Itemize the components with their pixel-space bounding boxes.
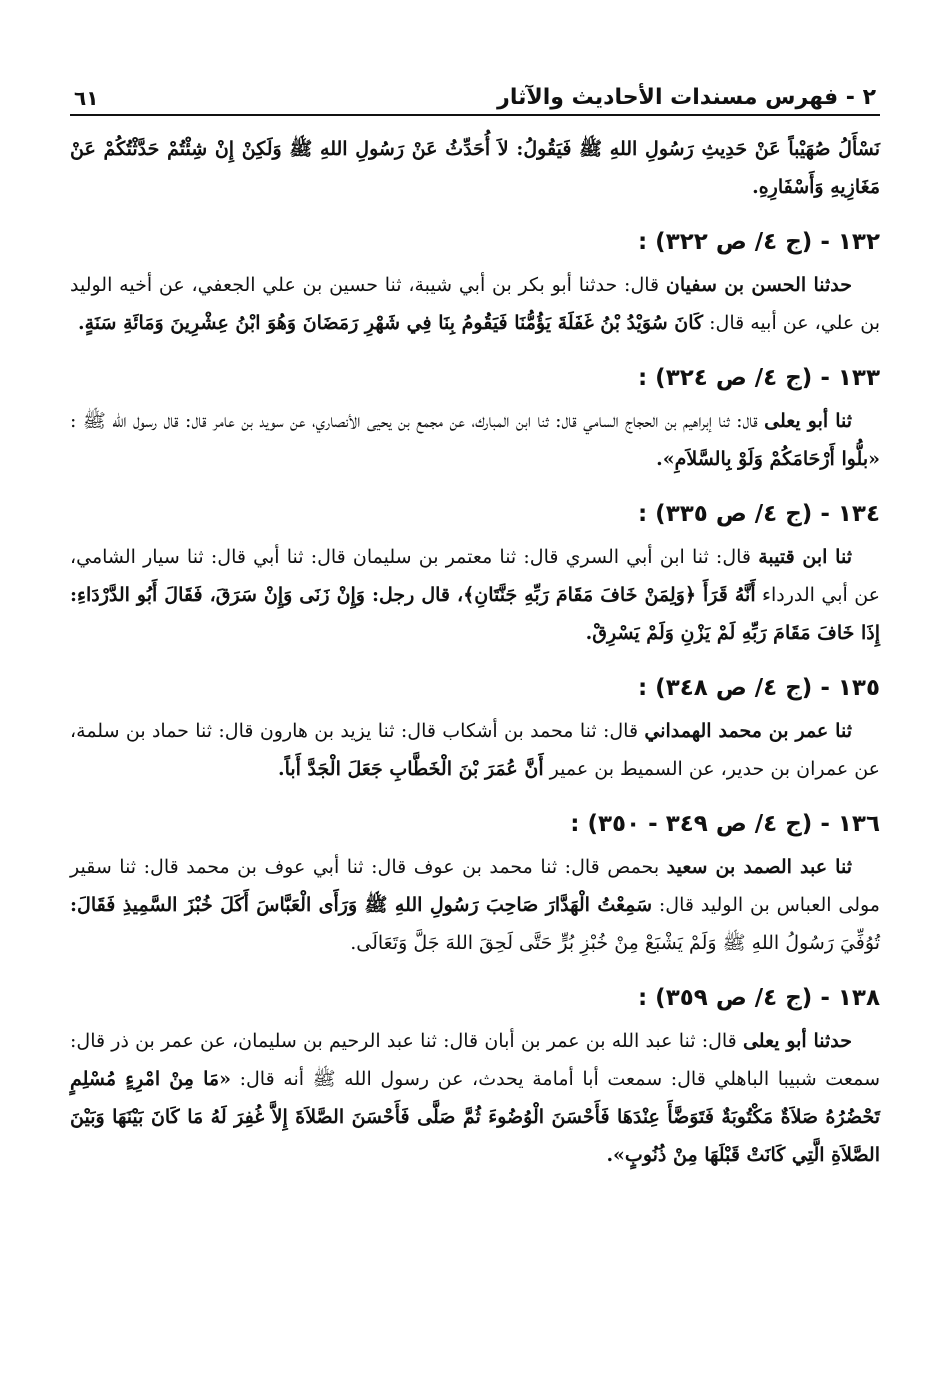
entry-narrator: ثنا عبد الصمد بن سعيد <box>666 856 852 878</box>
entry-heading: ١٣٤ - (ج ٤/ ص ٣٣٥) : <box>637 501 880 527</box>
entry-matn: أَنَّ عُمَرَ بْنَ الْخَطَّابِ جَعَلَ الْجَدَّ أَباً. <box>277 758 544 780</box>
entry-text <box>70 538 880 652</box>
entry-heading: ١٣٥ - (ج ٤/ ص ٣٤٨) : <box>637 675 880 701</box>
entry-tail: تُوُفِّيَ رَسُولُ اللهِ ﷺ وَلَمْ يَشْبَعْ مِنْ خُبْزِ بُرٍّ حَتَّى لَحِقَ اللهَ جَلَّ وَتَعَالَى. <box>350 932 880 954</box>
entry-heading: ١٣٢ - (ج ٤/ ص ٣٢٢) : <box>637 229 880 255</box>
entry-heading: ١٣٣ - (ج ٤/ ص ٣٢٤) : <box>637 365 880 391</box>
entry-chain: بحمص قال: ثنا محمد بن عوف قال: ثنا أبي عوف بن محمد قال: ثنا سقير مولى العباس بن الوليد قال: <box>70 856 880 916</box>
entry-text <box>70 1022 880 1174</box>
entry-chain: قال: ثنا إبراهيم بن الحجاج السامي قال: ثنا ابن المبارك، عن مجمع بن يحيى الأنصاري، عن سويد بن عامر قال: قال رسول الله ﷺ : <box>70 410 765 432</box>
entry-narrator: ثنا أبو يعلى <box>764 410 852 432</box>
entry-text <box>70 266 880 342</box>
entry-matn: كَانَ سُوَيْدُ بْنُ غَفَلَةَ يَؤُمُّنَا فَيَقُومُ بِنَا فِي شَهْرِ رَمَضَانَ وَهُوَ ابْنُ عِشْرِينَ وَمَائَةِ سَنَةٍ. <box>78 312 704 334</box>
entry-text <box>70 402 880 478</box>
document-page <box>70 70 880 1174</box>
entry-chain: قال: ثنا ابن أبي السري قال: ثنا معتمر بن سليمان قال: ثنا أبي قال: ثنا سيار الشامي، عن أبي الدرداء <box>70 546 880 606</box>
page-header <box>70 70 880 116</box>
entry-136 <box>70 806 880 962</box>
page-content <box>70 130 880 1174</box>
entry-heading: ١٣٦ - (ج ٤/ ص ٣٤٩ - ٣٥٠) : <box>570 811 880 837</box>
entry-narrator: حدثنا الحسن بن سفيان <box>665 274 852 296</box>
entry-narrator: حدثنا أبو يعلى <box>742 1030 852 1052</box>
entry-138 <box>70 980 880 1174</box>
entry-narrator: ثنا ابن قتيبة <box>758 546 852 568</box>
entry-chain: قال: ثنا محمد بن أشكاب قال: ثنا يزيد بن هارون قال: ثنا حماد بن سلمة، عن عمران بن حدير، عن السميط بن عمير <box>70 720 880 780</box>
entry-matn: «بلُّوا أَرْحَامَكُمْ وَلَوْ بِالسَّلاَمِ». <box>656 448 880 470</box>
entry-133 <box>70 360 880 478</box>
entry-matn: سَمِعْتُ الْهَدَّارَ صَاحِبَ رَسُولِ اللهِ ﷺ وَرَأَى الْعَبَّاسَ أَكَلَ خُبْزَ السَّمِيذِ فَقَالَ: <box>70 894 653 916</box>
section-title: ٢ - فهرس مسندات الأحاديث والآثار <box>497 85 876 110</box>
entry-134 <box>70 496 880 652</box>
entry-text <box>70 712 880 788</box>
entry-matn: أَنَّهُ قَرَأَ ﴿وَلِمَنْ خَافَ مَقَامَ رَبِّهِ جَنَّتَانِ﴾، قال رجل: وَإِنْ زَنَى وَإِنْ سَرَقَ، فَقَالَ أَبُو الدَّرْدَاءِ: إِذَا خَافَ مَقَامَ رَبِّهِ لَمْ يَزْنِ وَلَمْ يَسْرِقْ. <box>70 584 880 644</box>
entry-text <box>70 848 880 962</box>
entry-135 <box>70 670 880 788</box>
entry-132 <box>70 224 880 342</box>
entry-chain: قال: ثنا عبد الله بن عمر بن أبان قال: ثنا عبد الرحيم بن سليمان، عن عمر بن ذر قال: سمعت شبيبا الباهلي قال: سمعت أبا أمامة يحدث، عن رسول الله ﷺ أنه قال: <box>70 1030 880 1090</box>
entry-matn: «مَا مِنْ امْرِءٍ مُسْلِمٍ تَحْضُرُهُ صَلاَةٌ مَكْتُوبَةٌ فَتَوَضَّأَ عِنْدَهَا فَأَحْسَنَ الْوُضُوءَ ثُمَّ صَلَّى فَأَحْسَنَ الصَّلاَةَ إِلاَّ غُفِرَ لَهُ مَا كَانَ بَيْنَهَا وَبَيْنَ الصَّلاَةِ الَّتِي كَانَتْ قَبْلَهَا مِنْ ذُنُوبٍ». <box>70 1068 880 1166</box>
entry-chain: قال: حدثنا أبو بكر بن أبي شيبة، ثنا حسين بن علي الجعفي، عن أخيه الوليد بن علي، عن أبيه قال: <box>70 274 880 334</box>
entry-narrator: ثنا عمر بن محمد الهمداني <box>644 720 852 742</box>
intro-paragraph: نَسْأَلُ صُهَيْباً عَنْ حَدِيثِ رَسُولِ اللهِ ﷺ فَيَقُولُ: لاَ أُحَدِّثُ عَنْ رَسُولِ اللهِ ﷺ وَلَكِنْ إِنْ شِئْتُمْ حَدَّثْتُكُمْ عَنْ مَغَازِيهِ وَأَسْفَارِهِ. <box>70 138 880 198</box>
page-number: ٦١ <box>74 86 99 110</box>
entry-heading: ١٣٨ - (ج ٤/ ص ٣٥٩) : <box>637 985 880 1011</box>
